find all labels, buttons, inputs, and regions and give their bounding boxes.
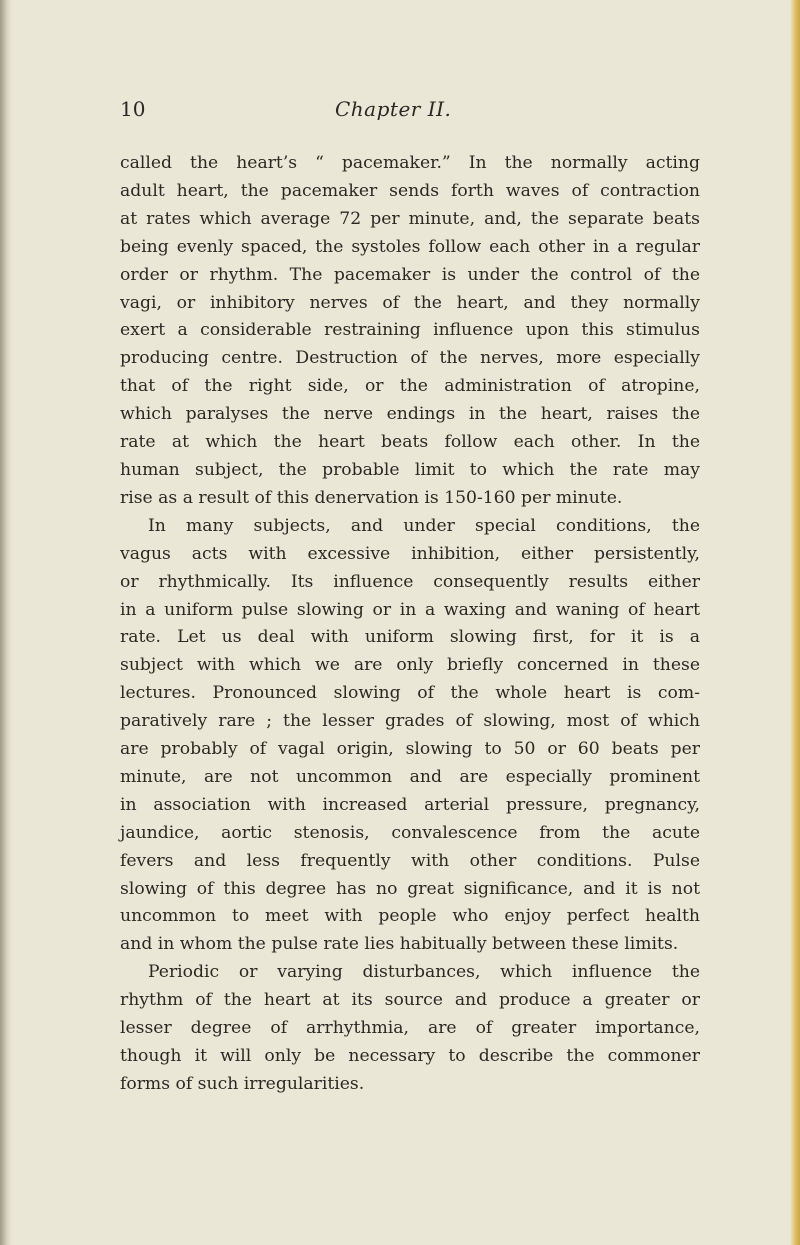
text-line: jaundice, aortic stenosis, convalescence from the acute [120,822,700,843]
text-line: lectures. Pronounced slowing of the whole heart is com- [120,683,700,704]
text-line: at rates which average 72 per minute, and, the separate beats [120,208,700,229]
page-edge [790,0,800,1245]
text-line: rise as a result of this denervation is 150-160 per minute. [120,487,623,508]
text-line: minute, are not uncommon and are especially prominent [120,766,700,787]
body-text [120,150,700,1099]
text-line: though it will only be necessary to describe the commoner [120,1046,700,1066]
text-line: exert a considerable restraining influence upon this stimulus [120,320,700,341]
text-line: or rhythmically. Its influence consequently results either [120,571,700,592]
text-line: rate at which the heart beats follow each other. In the [120,432,700,453]
text-line: in a uniform pulse slowing or in a waxing and waning of heart [120,599,700,620]
text-line: vagus acts with excessive inhibition, either persistently, [120,543,700,564]
text-line: that of the right side, or the administration of atropine, [120,376,700,397]
running-head: Chapter II. [335,97,452,121]
text-line: adult heart, the pacemaker sends forth waves of contraction [120,180,700,201]
text-line: producing centre. Destruction of the nerves, more especially [120,348,700,369]
text-line: and in whom the pulse rate lies habitually between these limits. [120,934,679,955]
text-line: subject with which we are only briefly concerned in these [120,655,700,676]
text-line: human subject, the probable limit to which the rate may [120,459,700,480]
text-line: paratively rare ; the lesser grades of slowing, most of which [120,711,700,732]
text-line: in association with increased arterial pressure, pregnancy, [120,794,700,815]
text-line: order or rhythm. The pacemaker is under the control of the [120,264,700,285]
text-line: which paralyses the nerve endings in the heart, raises the [120,404,700,425]
text-line: being evenly spaced, the systoles follow each other in a regular [120,236,700,257]
text-line: called the heart’s “ pacemaker.” In the normally acting [120,153,700,173]
text-line: In many subjects, and under special conditions, the [148,515,700,536]
text-line: vagi, or inhibitory nerves of the heart, and they normally [120,292,700,313]
text-line: Periodic or varying disturbances, which influence the [148,962,700,983]
page-number: 10 [120,97,146,121]
text-line: rhythm of the heart at its source and produce a greater or [120,990,700,1011]
page-header [120,97,700,127]
text-line: fevers and less frequently with other conditions. Pulse [120,850,700,871]
text-line: uncommon to meet with people who enjoy perfect health [120,906,700,927]
text-line: rate. Let us deal with uniform slowing first, for it is a [120,627,700,648]
text-line: are probably of vagal origin, slowing to 50 or 60 beats per [120,739,700,760]
page-binding-shadow [0,0,12,1245]
text-line: slowing of this degree has no great significance, and it is not [120,878,700,899]
text-line: lesser degree of arrhythmia, are of greater importance, [120,1018,700,1039]
text-line: forms of such irregularities. [120,1073,365,1094]
